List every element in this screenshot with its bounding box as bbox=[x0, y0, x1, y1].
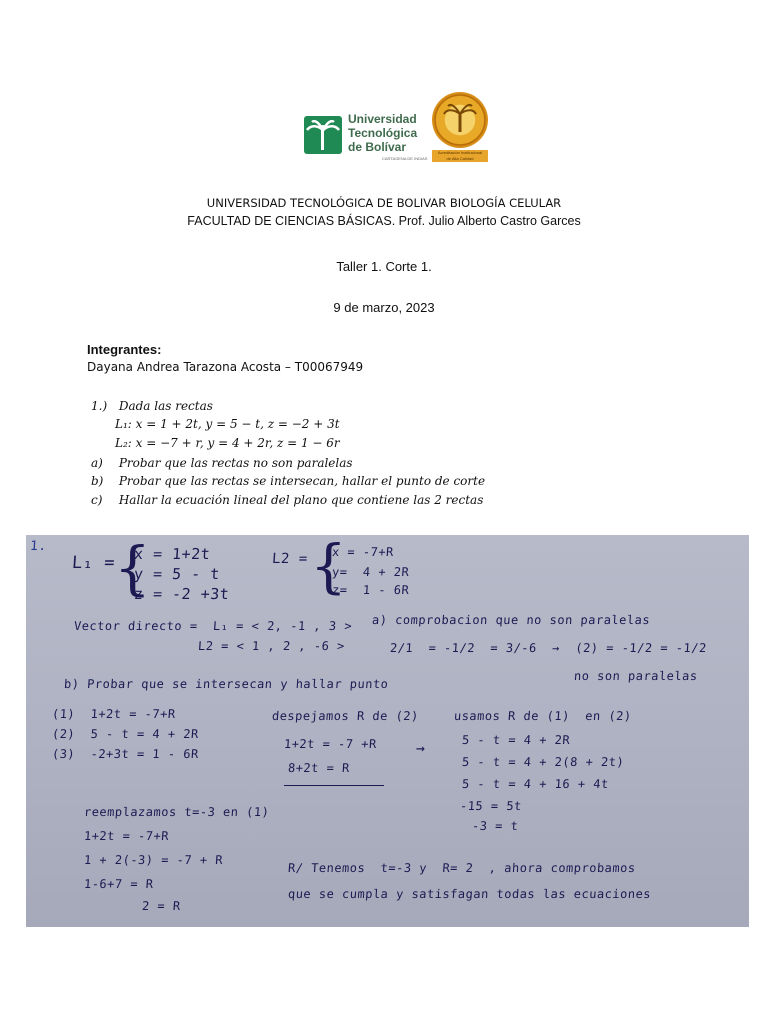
line-l2-equation: L₂: x = −7 + r, y = 4 + 2r, z = 1 − 6r bbox=[115, 436, 340, 450]
members-label: Integrantes: bbox=[87, 342, 162, 357]
document-date: 9 de marzo, 2023 bbox=[333, 300, 435, 315]
hw-usamos-step: 5 - t = 4 + 16 + 4t bbox=[461, 777, 610, 791]
hw-despeje-step: 1+2t = -7 +R bbox=[283, 737, 378, 751]
hw-despeje-title: despejamos R de (2) bbox=[271, 709, 420, 723]
hw-reemplazo-step: 2 = R bbox=[141, 899, 182, 913]
item-text: Probar que las rectas se intersecan, hallar el punto de corte bbox=[118, 474, 486, 488]
problem-item-b bbox=[91, 474, 485, 488]
logo-area bbox=[300, 92, 500, 172]
hw-l1-name: L₁ = bbox=[71, 553, 116, 573]
hw-reemplazo-step: 1+2t = -7+R bbox=[83, 829, 170, 843]
hw-l1-eq: z = -2 +3t bbox=[133, 585, 230, 603]
hw-problem-number: 1. bbox=[29, 539, 48, 554]
document-title: Taller 1. Corte 1. bbox=[336, 259, 432, 274]
hw-reemplazo-title: reemplazamos t=-3 en (1) bbox=[83, 805, 270, 819]
hw-l1-eq: y = 5 - t bbox=[133, 565, 221, 583]
hw-l2-name: L2 = bbox=[271, 551, 309, 567]
hw-equation: (2) 5 - t = 4 + 2R bbox=[51, 727, 200, 741]
hw-part-a-title: a) comprobacion que no son paralelas bbox=[371, 613, 651, 627]
header-line-1: UNIVERSIDAD TECNOLÓGICA DE BOLIVAR BIOLOGÍA CELULAR bbox=[206, 196, 562, 210]
item-text: Hallar la ecuación lineal del plano que contiene las 2 rectas bbox=[118, 493, 484, 507]
header-line-2: FACULTAD DE CIENCIAS BÁSICAS. Prof. Julio Alberto Castro Garces bbox=[187, 214, 581, 228]
problem-item-a bbox=[91, 456, 353, 470]
palm-tree-icon bbox=[304, 116, 342, 154]
university-subtitle: CARTAGENA DE INDIAS bbox=[382, 156, 428, 161]
hw-answer-line: que se cumpla y satisfagan todas las ecuaciones bbox=[287, 887, 652, 901]
hw-part-b-title: b) Probar que se intersecan y hallar punto bbox=[63, 677, 389, 691]
hw-vector-line-1: Vector directo = L₁ = < 2, -1 , 3 > bbox=[73, 619, 353, 633]
university-logo bbox=[300, 110, 428, 160]
hw-l1-eq: x = 1+2t bbox=[133, 545, 211, 563]
underline bbox=[284, 785, 384, 786]
problem-number: 1.) bbox=[91, 399, 108, 413]
brace-icon: { bbox=[114, 535, 151, 602]
item-label: b) bbox=[91, 474, 104, 488]
hw-usamos-step: -3 = t bbox=[471, 819, 519, 833]
problem-intro bbox=[91, 399, 213, 413]
problem-intro-text: Dada las rectas bbox=[118, 399, 213, 413]
hw-despeje-step: 8+2t = R bbox=[287, 761, 351, 775]
item-text: Probar que las rectas no son paralelas bbox=[118, 456, 353, 470]
problem-item-c bbox=[91, 493, 483, 507]
hw-usamos-step: -15 = 5t bbox=[459, 799, 523, 813]
hw-usamos-step: 5 - t = 4 + 2R bbox=[461, 733, 571, 747]
hw-l2-eq: z= 1 - 6R bbox=[331, 583, 410, 597]
hw-l2-eq: y= 4 + 2R bbox=[331, 565, 410, 579]
member-name: Dayana Andrea Tarazona Acosta – T00067949 bbox=[87, 360, 364, 374]
hw-part-a-result: no son paralelas bbox=[573, 669, 699, 683]
line-l1-equation: L₁: x = 1 + 2t, y = 5 − t, z = −2 + 3t bbox=[115, 417, 340, 431]
hw-equation: (3) -2+3t = 1 - 6R bbox=[51, 747, 200, 761]
hw-reemplazo-step: 1-6+7 = R bbox=[83, 877, 155, 891]
seal-label: Acreditación Institucional de Alta Calidad bbox=[432, 150, 488, 162]
hw-vector-line-2: L2 = < 1 , 2 , -6 > bbox=[197, 639, 346, 653]
hw-usamos-step: 5 - t = 4 + 2(8 + 2t) bbox=[461, 755, 625, 769]
brace-icon: { bbox=[310, 535, 347, 600]
hw-answer-line: R/ Tenemos t=-3 y R= 2 , ahora comprobamos bbox=[287, 861, 637, 875]
item-label: a) bbox=[91, 456, 103, 470]
hw-equation: (1) 1+2t = -7+R bbox=[51, 707, 177, 721]
university-name: Universidad Tecnológica de Bolívar bbox=[348, 112, 418, 154]
arrow-right-icon: → bbox=[415, 739, 427, 757]
handwritten-solution-photo bbox=[26, 535, 749, 927]
accreditation-seal-icon bbox=[432, 92, 488, 148]
hw-usamos-title: usamos R de (1) en (2) bbox=[453, 709, 633, 723]
item-label: c) bbox=[91, 493, 103, 507]
hw-part-a-equation: 2/1 = -1/2 = 3/-6 → (2) = -1/2 = -1/2 bbox=[389, 641, 708, 655]
hw-reemplazo-step: 1 + 2(-3) = -7 + R bbox=[83, 853, 224, 867]
hw-l2-eq: x = -7+R bbox=[331, 545, 395, 559]
